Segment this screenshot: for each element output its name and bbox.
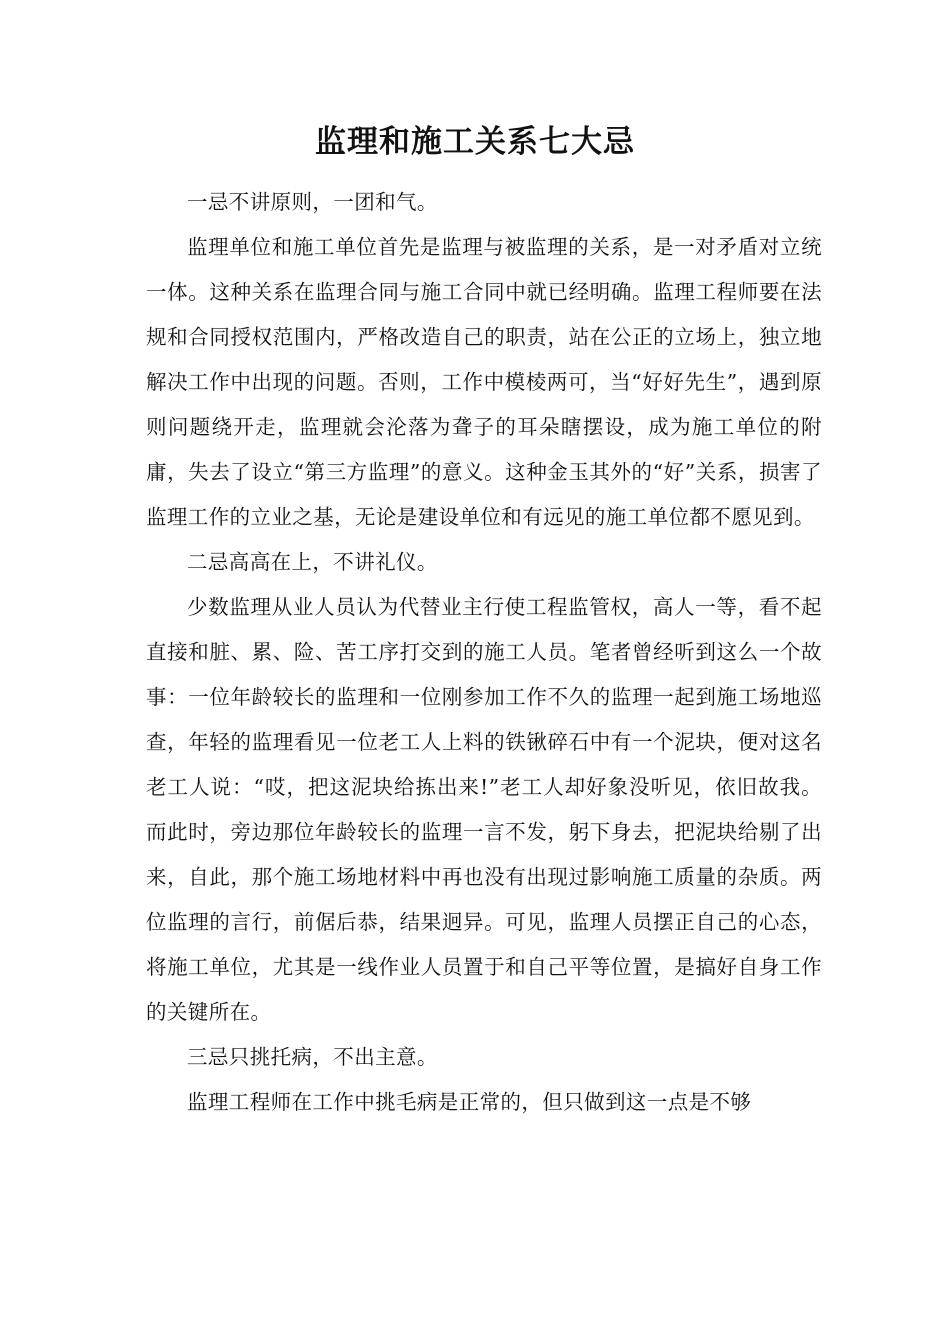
document-title: 监理和施工关系七大忌 [315, 124, 635, 160]
heading-paragraph-3: 三忌只挑托病，不出主意。 [187, 1045, 438, 1069]
heading-paragraph-2: 二忌高高在上，不讲礼仪。 [187, 550, 438, 574]
body-paragraph-3: 监理工程师在工作中挑毛病是正常的，但只做到这一点是不够 [187, 1090, 752, 1114]
heading-paragraph-1: 一忌不讲原则，一团和气。 [187, 190, 438, 214]
document-body [146, 180, 822, 1125]
body-paragraph-2: 少数监理从业人员认为代替业主行使工程监管权，高人一等，看不起直接和脏、累、险、苦工序打交到的施工人员。笔者曾经听到这么一个故事：一位年龄较长的监理和一位刚参加工作不久的监理一起到施工场地巡查，年轻的监理看见一位老工人上料的铁锹碎石中有一个泥块，便对这名老工人说：“哎，把这泥块给拣出来!”老工人却好象没听见，依旧故我。而此时，旁边那位年龄较长的监理一言不发，躬下身去，把泥块给剔了出来，自此，那个施工场地材料中再也没有出现过影响施工质量的杂质。两位监理的言行，前倨后恭，结果迥异。可见，监理人员摆正自己的心态，将施工单位，尤其是一线作业人员置于和自己平等位置，是搞好自身工作的关键所在。 [146, 595, 822, 1024]
body-paragraph-1: 监理单位和施工单位首先是监理与被监理的关系，是一对矛盾对立统一体。这种关系在监理合同与施工合同中就已经明确。监理工程师要在法规和合同授权范围内，严格改造自己的职责，站在公正的立场上，独立地解决工作中出现的问题。否则，工作中模棱两可，当“好好先生”，遇到原则问题绕开走，监理就会沦落为聋子的耳朵瞎摆设，成为施工单位的附庸，失去了设立“第三方监理”的意义。这种金玉其外的“好”关系，损害了监理工作的立业之基，无论是建设单位和有远见的施工单位都不愿见到。 [146, 235, 822, 529]
